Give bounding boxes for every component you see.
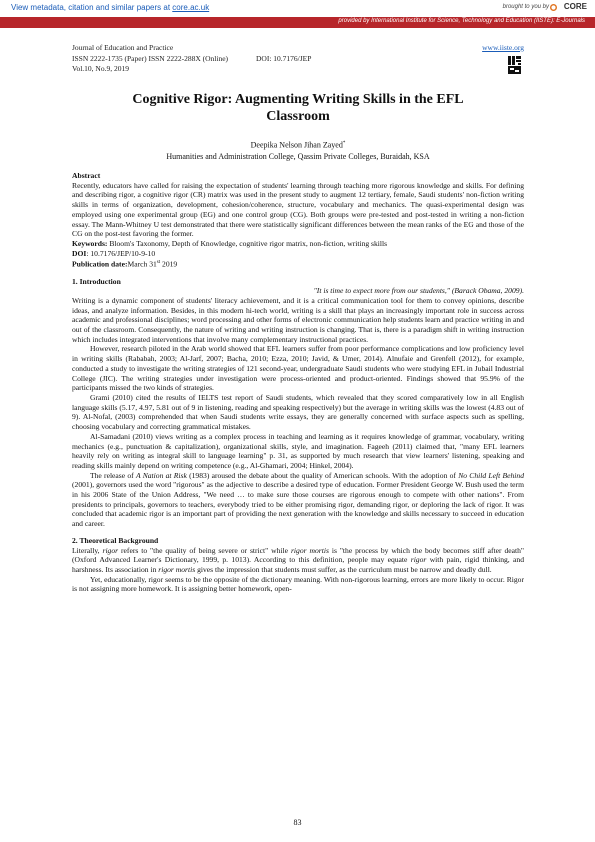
keywords-label: Keywords: <box>72 238 108 248</box>
journal-header <box>72 43 524 75</box>
section-2-heading: 2. Theoretical Background <box>72 535 159 545</box>
intro-paragraph-3: Grami (2010) cited the results of IELTS test report of Saudi students, which revealed that they scored comparatively low in all English language skills (5.17, 4.97, 5.81 out of 9 in listening, reading and speaking respectively) but the average in writing skills was the lowest (4.83 out of 9). Al-Nofal, (2003) comprehended that when Saudi students write essays, they are generally concerned with surface aspects such as spelling, choosing vocabulary and correcting grammatical mistakes. <box>72 393 524 432</box>
core-top-bar <box>0 0 595 18</box>
doi-value: : 10.7176/JEP/10-9-10 <box>86 248 156 258</box>
abstract-text: Recently, educators have called for raising the expectation of students' learning through teaching more rigorous knowledge and skills. For defining and describing rigor, a cognitive rigor (CR) matrix was used in the present study to augment 12 tertiary, female, Saudi students' non-fiction writing skills in terms of organization, development, cohesion/coherence, structure, vocabulary and mechanics. The quasi-experimental design was employed using one experimental group (EG) and one control group (CG). Both groups were pre-tested and post-tested in writing a non-fiction essay. The Mann-Whitney U test demonstrated that there were statistically significant differences between the mean ranks of the EG and those of the CG on the post-test favoring the former. <box>72 180 524 239</box>
iiste-logo-icon <box>507 55 522 75</box>
author-affiliation: Humanities and Administration College, Qassim Private Colleges, Buraidah, KSA <box>166 151 430 161</box>
issn-line: ISSN 2222-1735 (Paper) ISSN 2222-288X (Online) <box>72 53 229 63</box>
provider-text[interactable]: provided by International Institute for Science, Technology and Education (IISTE): E-Journals <box>338 18 585 24</box>
paper-title <box>72 92 524 125</box>
doi-label: DOI <box>72 248 87 258</box>
provider-band <box>0 17 595 28</box>
title-line-1: Cognitive Rigor: Augmenting Writing Skills in the EFL <box>132 92 464 107</box>
volume-line: Vol.10, No.9, 2019 <box>72 64 129 73</box>
intro-paragraph-4: Al-Samadani (2010) views writing as a complex process in teaching and learning as it requires knowledge of grammar, vocabulary, writing mechanics (e.g., punctuation & capitalization), organizational skills, style, and imagination. Fageeh (2011) claimed that, "many EFL learners heavily rely on writing as integral skill to language learning" p. 31, as supported by much research that view learners' listening, speaking and reading skills mainly depend on writing competence (e.g., Al-Ghamari, 2004; Hinkel, 2004). <box>72 431 524 470</box>
epigraph-quote: "It is time to expect more from our students," (Barack Obama, 2009). <box>313 286 524 296</box>
core-logo-icon <box>550 4 557 11</box>
paper-body <box>72 171 524 594</box>
metadata-text <box>11 3 209 12</box>
page-number: 83 <box>293 818 302 827</box>
journal-doi: DOI: 10.7176/JEP <box>256 53 312 63</box>
journal-website-link[interactable]: www.iiste.org <box>482 43 524 52</box>
keywords-text: Bloom's Taxonomy, Depth of Knowledge, cognitive rigor matrix, non-fiction, writing skills <box>107 238 388 248</box>
intro-paragraph-2: However, research piloted in the Arab world showed that EFL learners suffer from poor performance complications and low proficiency level in writing skills (Rababah, 2003; Al-Jarf, 2007; Bacha, 2010; Ezza, 2010; Javid, & Umer, 2014). Alnufaie and Grenfell (2012), for example, conducted a study to investigate the writing strategies of 121 second-year, undergraduate Saudi students who were studying EFL in Jubail Industrial College (JIC). The writing strategies under investigation were process-oriented and product-oriented. Findings showed that 95.9% of the participants missed the two kinds of strategies. <box>72 344 524 393</box>
brought-by-text: brought to you by <box>502 4 549 10</box>
section-1-heading: 1. Introduction <box>72 276 121 286</box>
core-logo-text[interactable]: CORE <box>563 2 587 11</box>
doi-line <box>72 249 524 259</box>
intro-paragraph-5: The release of A Nation at Risk (1983) aroused the debate about the quality of American schools. With the adoption of No Child Left Behind (2001), governors used the word "rigorous" as the adjective to describe a desired type of education. Former President George W. Bush used the term in his 2006 State of the Union Address, "We need … to make sure those courses are rigorous enough to compete with other nations". From presidents to principals, governors to teachers, everybody tried to be either promising rigor, demanding rigor, or deploring the lack of rigor. It was concluded that academic rigor is an important part of providing the next generation with the knowledge and skills necessary to succeed in education and career. <box>72 470 524 529</box>
keywords-line <box>72 239 524 249</box>
background-paragraph-2: Yet, educationally, rigor seems to be the opposite of the dictionary meaning. With non-rigorous learning, errors are more likely to occur. Rigor is not assigning more homework. It is assigning better homework, open- <box>72 574 524 594</box>
journal-name: Journal of Education and Practice <box>72 43 174 52</box>
background-paragraph-1: Literally, rigor refers to "the quality of being severe or strict" while rigor mortis is "the process by which the body becomes stiff after death" (Oxford Advanced Learner's Dictionary, 1999, p. 1013). According to this definition, people may equate rigor with pain, rigid thinking, and harshness. Its association in rigor mortis gives the impression that students must suffer, as the curriculum must be narrow and deadly dull. <box>72 545 525 574</box>
author-names: Deepika Nelson Jihan Zayed* <box>250 140 346 150</box>
authors-block <box>72 138 524 162</box>
corresponding-mark: * <box>342 141 346 146</box>
intro-paragraph-1: Writing is a dynamic component of students' literacy achievement, and it is a critical communication tool for them to convey opinions, describe ideas, and analyze information. Besides, in this modern hi-tech world, writing is a skill that plays an increasingly important role in success across academic and professional disciplines; word processing and other forms of electronic communication help students learn and practice writing in and out of the classroom. Consequently, the nature of writing and writing instruction is changing. That is, there is a paradigm shift in writing instruction which includes integrated interventions that involve many complementary instructional practices. <box>72 295 524 344</box>
title-line-2: Classroom <box>266 108 330 124</box>
core-link[interactable]: core.ac.uk <box>172 3 210 12</box>
pubdate-label: Publication date: <box>72 259 128 269</box>
abstract-heading: Abstract <box>72 171 101 180</box>
pubdate-line: Publication date:March 31st 2019 <box>72 259 178 269</box>
metadata-prefix: View metadata, citation and similar papers at <box>11 3 171 12</box>
